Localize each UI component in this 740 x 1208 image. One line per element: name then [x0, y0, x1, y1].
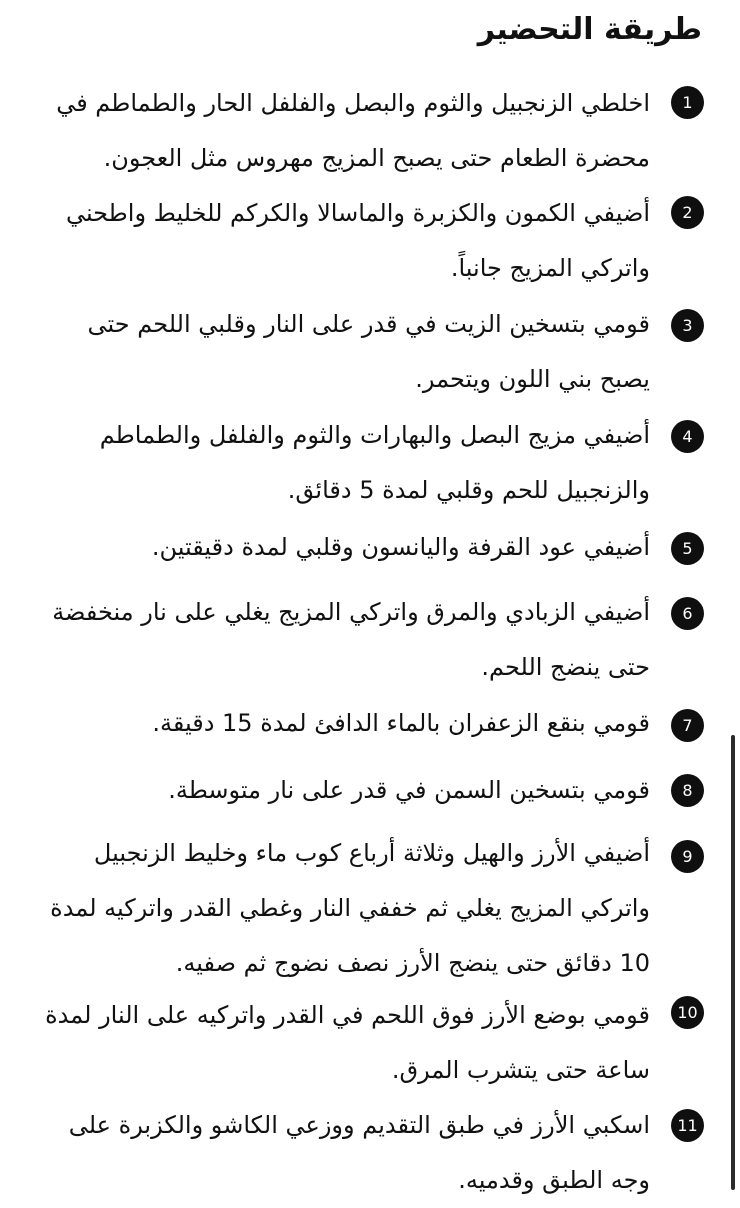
step-item [0, 297, 740, 407]
step-item [0, 1098, 740, 1208]
scrollbar[interactable] [731, 735, 735, 1190]
step-text: قومي بتسخين الزيت في قدر على النار وقلبي اللحم حتى يصبح بني اللون ويتحمر. [87, 310, 650, 393]
step-text: أضيفي عود القرفة واليانسون وقلبي لمدة دقيقتين. [151, 533, 650, 561]
step-number-badge: 3 [671, 309, 704, 342]
step-item [0, 826, 740, 977]
step-text: قومي بتسخين السمن في قدر على نار متوسطة. [168, 776, 650, 804]
step-item [0, 585, 740, 695]
step-text: اسكبي الأرز في طبق التقديم ووزعي الكاشو والكزبرة على وجه الطبق وقدميه. [68, 1111, 650, 1194]
step-number-badge: 10 [671, 996, 704, 1029]
step-item [0, 76, 740, 186]
step-number-badge: 1 [671, 86, 704, 119]
step-number-badge: 9 [671, 840, 704, 873]
step-text: أضيفي الأرز والهيل وثلاثة أرباع كوب ماء وخليط الزنجبيل واتركي المزيج يغلي ثم خففي النار وغطي القدر واتركيه لمدة 10 دقائق حتى ينضج الأرز نصف نضوج ثم صفيه. [50, 839, 650, 977]
step-number-badge: 6 [671, 597, 704, 630]
step-number-badge: 2 [671, 196, 704, 229]
page-title: طريقة التحضير [477, 12, 702, 47]
step-item [0, 408, 740, 518]
step-number-badge: 11 [671, 1109, 704, 1142]
step-text: اخلطي الزنجبيل والثوم والبصل والفلفل الحار والطماطم في محضرة الطعام حتى يصبح المزيج مهروس مثل العجون. [56, 89, 650, 172]
step-item [0, 988, 740, 1098]
step-text: أضيفي مزيج البصل والبهارات والثوم والفلفل والطماطم والزنجبيل للحم وقلبي لمدة 5 دقائق. [99, 421, 650, 504]
step-number-badge: 5 [671, 532, 704, 565]
step-text: قومي بنقع الزعفران بالماء الدافئ لمدة 15 دقيقة. [152, 709, 650, 737]
step-text: أضيفي الزبادي والمرق واتركي المزيج يغلي على نار منخفضة حتى ينضج اللحم. [52, 598, 650, 681]
step-number-badge: 7 [671, 709, 704, 742]
step-number-badge: 4 [671, 420, 704, 453]
step-number-badge: 8 [671, 774, 704, 807]
step-text: قومي بوضع الأرز فوق اللحم في القدر واتركيه على النار لمدة ساعة حتى يتشرب المرق. [45, 1001, 650, 1084]
step-item [0, 186, 740, 296]
step-text: أضيفي الكمون والكزبرة والماسالا والكركم للخليط واطحني واتركي المزيج جانباً. [65, 199, 650, 282]
